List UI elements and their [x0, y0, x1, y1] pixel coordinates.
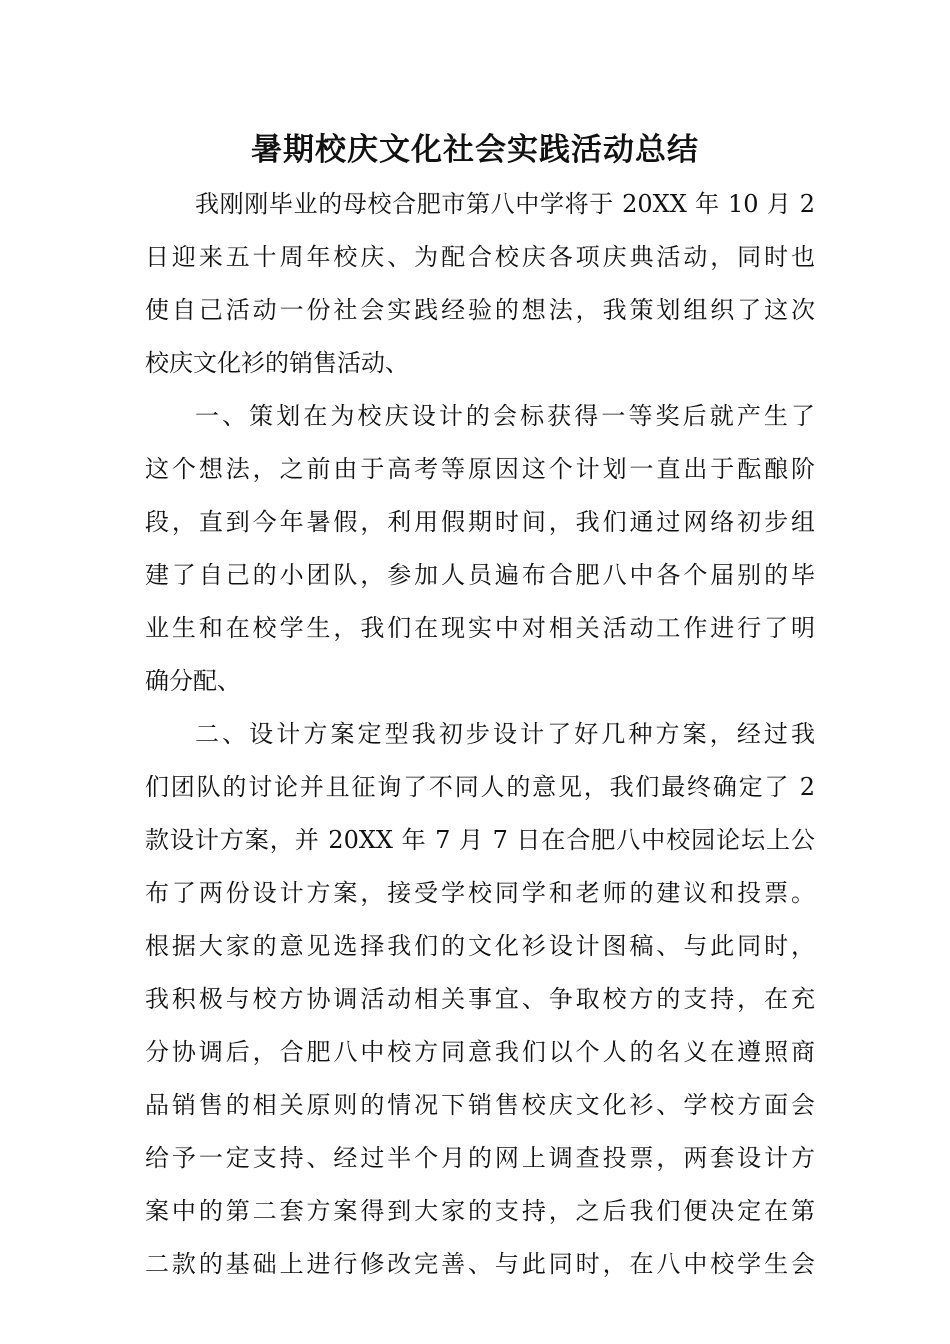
text-line: 给予一定支持、经过半个月的网上调查投票，两套设计方: [145, 1144, 815, 1172]
text-line: 二、设计方案定型我初步设计了好几种方案，经过我: [195, 720, 815, 748]
text-line: 们团队的讨论并且征询了不同人的意见，我们最终确定了 2: [145, 773, 815, 801]
text-line: 案中的第二套方案得到大家的支持，之后我们便决定在第: [145, 1197, 815, 1225]
text-line: 我刚刚毕业的母校合肥市第八中学将于 20XX 年 10 月 2: [195, 190, 815, 218]
document-title: 暑期校庆文化社会实践活动总结: [251, 132, 699, 168]
text-line: 确分配、: [145, 667, 241, 695]
text-line: 我积极与校方协调活动相关事宜、争取校方的支持，在充: [145, 985, 815, 1013]
text-line: 布了两份设计方案，接受学校同学和老师的建议和投票。: [145, 879, 815, 907]
text-line: 建了自己的小团队，参加人员遍布合肥八中各个届别的毕: [145, 561, 815, 589]
text-line: 根据大家的意见选择我们的文化衫设计图稿、与此同时，: [145, 932, 815, 960]
text-line: 款设计方案，并 20XX 年 7 月 7 日在合肥八中校园论坛上公: [145, 826, 815, 854]
document-body: [145, 178, 815, 1291]
text-line: 业生和在校学生，我们在现实中对相关活动工作进行了明: [145, 614, 815, 642]
text-line: 一、策划在为校庆设计的会标获得一等奖后就产生了: [195, 402, 815, 430]
text-line: 分协调后，合肥八中校方同意我们以个人的名义在遵照商: [145, 1038, 815, 1066]
text-line: 校庆文化衫的销售活动、: [145, 349, 409, 377]
text-line: 这个想法，之前由于高考等原因这个计划一直出于酝酿阶: [145, 455, 815, 483]
text-line: 段，直到今年暑假，利用假期时间，我们通过网络初步组: [145, 508, 815, 536]
text-line: 日迎来五十周年校庆、为配合校庆各项庆典活动，同时也: [145, 243, 815, 271]
text-line: 品销售的相关原则的情况下销售校庆文化衫、学校方面会: [145, 1091, 815, 1119]
text-line: 二款的基础上进行修改完善、与此同时，在八中校学生会: [145, 1250, 815, 1278]
text-line: 使自己活动一份社会实践经验的想法，我策划组织了这次: [145, 296, 815, 324]
